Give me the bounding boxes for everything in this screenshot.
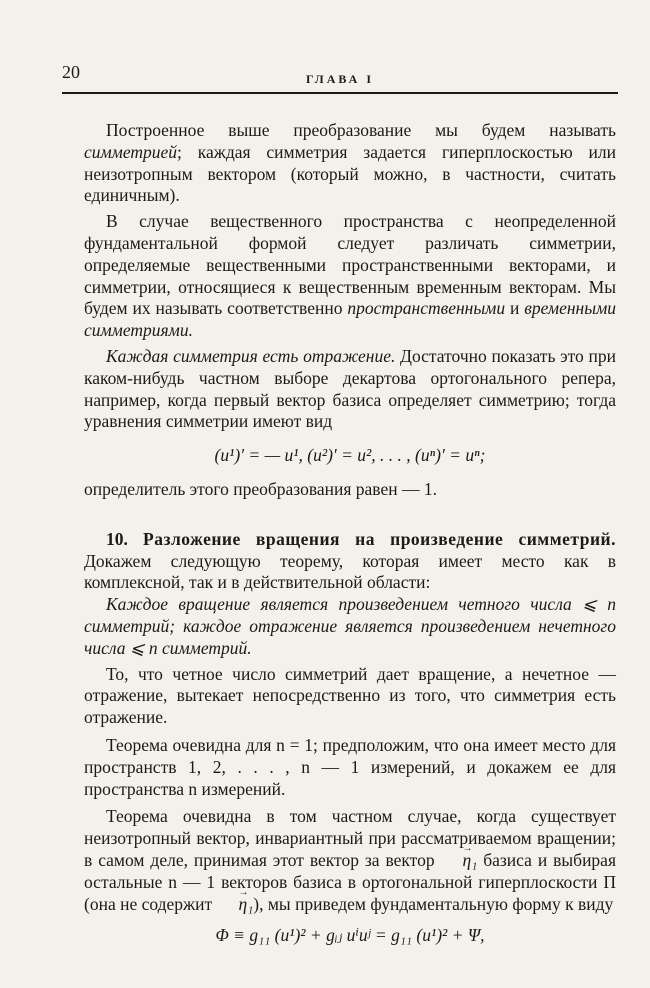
section-title: Разложение вращения на произведение симметрий. xyxy=(127,528,616,549)
running-title: ГЛАВА I xyxy=(305,72,374,86)
theorem-statement xyxy=(84,594,616,659)
section-10-heading xyxy=(84,529,616,594)
paragraph-reflection xyxy=(84,346,616,433)
theorem-text: Каждое вращение является произведением четного числа ⩽ n симметрий; каждое отражение является произведением нечетного числа ⩽ n симметрий. xyxy=(84,594,616,658)
text-run: Докажем следующую теорему, которая имеет место как в комплексной, так и в действительной области: xyxy=(84,550,616,593)
section-number: 10. xyxy=(106,528,128,549)
paragraph-invariant-vector xyxy=(84,806,616,915)
text-run: В случае вещественного пространства с неопределенной фундаментальной формой следует различать симметрии, определяемые вещественными пространственными векторами, и симметрии, относящиеся к вещественным временным векторам. Мы будем их называть соответственно xyxy=(84,211,616,319)
statement-reflection: Каждая симметрия есть отражение. xyxy=(106,345,396,366)
vector-eta-1: → η₁ xyxy=(441,850,478,872)
text-run: ; каждая симметрия задается гиперплоскостью или неизотропным вектором (который можно, в частности, считать единичным). xyxy=(84,141,616,206)
equation-symmetry: (u¹)′ = — u¹, (u²)′ = u², . . . , (uⁿ)′ = uⁿ; xyxy=(214,445,486,466)
text-run: Теорема очевидна в том частном случае, когда существует неизотропный вектор, инвариантный при рассматриваемом вращении; в самом деле, принимая этот вектор за вектор xyxy=(84,806,616,870)
text-run: Достаточно показать это при каком-нибудь частном выборе декартова ортогонального репера, например, когда первый вектор базиса определяет симметрию; тогда уравнения симметрии имеют вид xyxy=(84,345,616,432)
vector-eta-1: → η₁ xyxy=(217,894,254,916)
paragraph-real-space xyxy=(84,211,616,342)
term-temporal: временными симметриями. xyxy=(84,298,616,341)
paragraph-symmetry-definition xyxy=(84,120,616,207)
paragraph-determinant: определитель этого преобразования равен — 1. xyxy=(84,478,437,499)
paragraph-even-odd: То, что четное число симметрий дает вращение, а нечетное — отражение, вытекает непосредственно из того, что симметрия есть отражение. xyxy=(84,663,616,728)
equation-fundamental-form: Φ ≡ g₁₁ (u¹)² + gᵢⱼ uⁱuʲ = g₁₁ (u¹)² + Ψ, xyxy=(215,925,485,946)
text-run: Построенное выше преобразование мы будем называть xyxy=(106,120,616,140)
header-rule xyxy=(62,92,618,94)
text-run: и xyxy=(505,298,525,319)
term-spatial: пространственными xyxy=(347,298,506,319)
page-number: 20 xyxy=(62,62,80,82)
term-symmetry: симметрией xyxy=(84,141,178,162)
paragraph-induction: Теорема очевидна для n = 1; предположим, что она имеет место для пространств 1, 2, . . . , n — 1 измерений, и докажем ее для пространства n измерений. xyxy=(84,734,616,799)
text-run: ), мы приведем фундаментальную форму к виду xyxy=(253,893,614,914)
body-text xyxy=(84,120,616,959)
page-header xyxy=(62,62,618,98)
text-run: базиса и выбирая остальные n — 1 векторов базиса в ортогональной гиперплоскости Π (она не содержит xyxy=(84,849,616,914)
